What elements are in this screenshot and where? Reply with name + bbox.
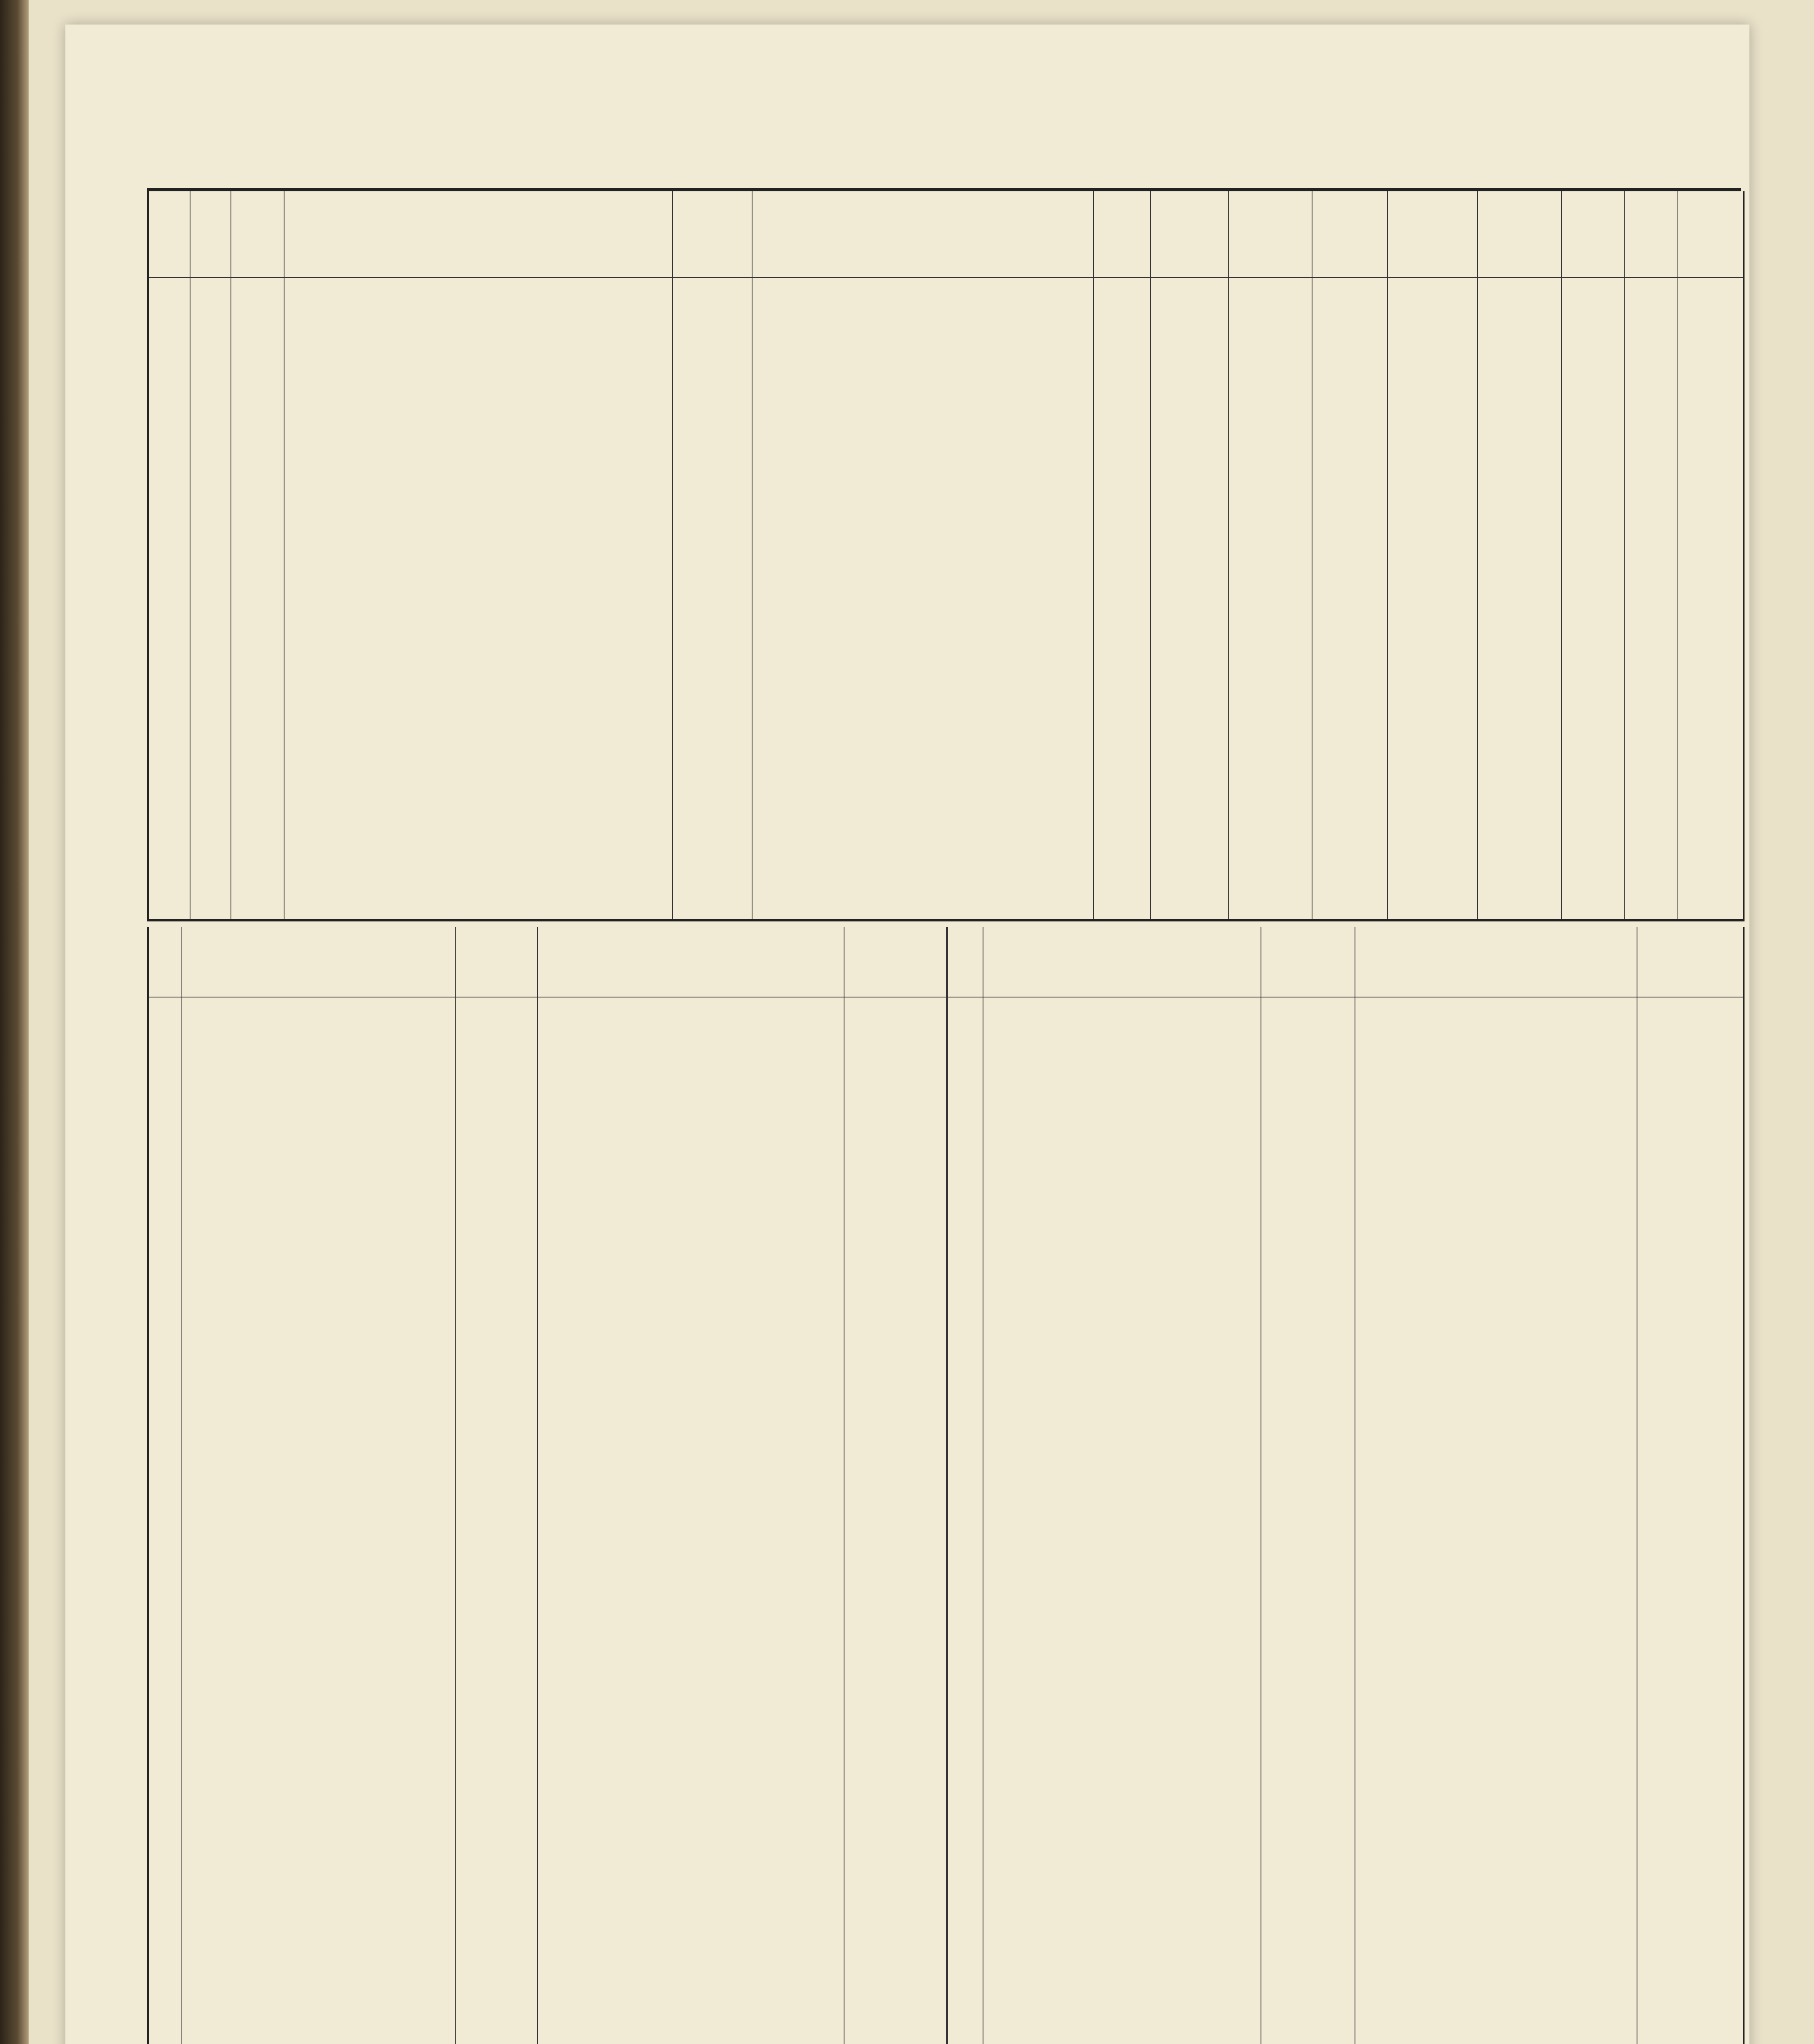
price-sheet: [147, 188, 1741, 2044]
book-binding: [0, 0, 29, 2044]
top-quotation-table: [147, 191, 1745, 921]
newspaper-page: [65, 25, 1749, 2044]
lower-quotation-table: [147, 927, 1745, 2044]
